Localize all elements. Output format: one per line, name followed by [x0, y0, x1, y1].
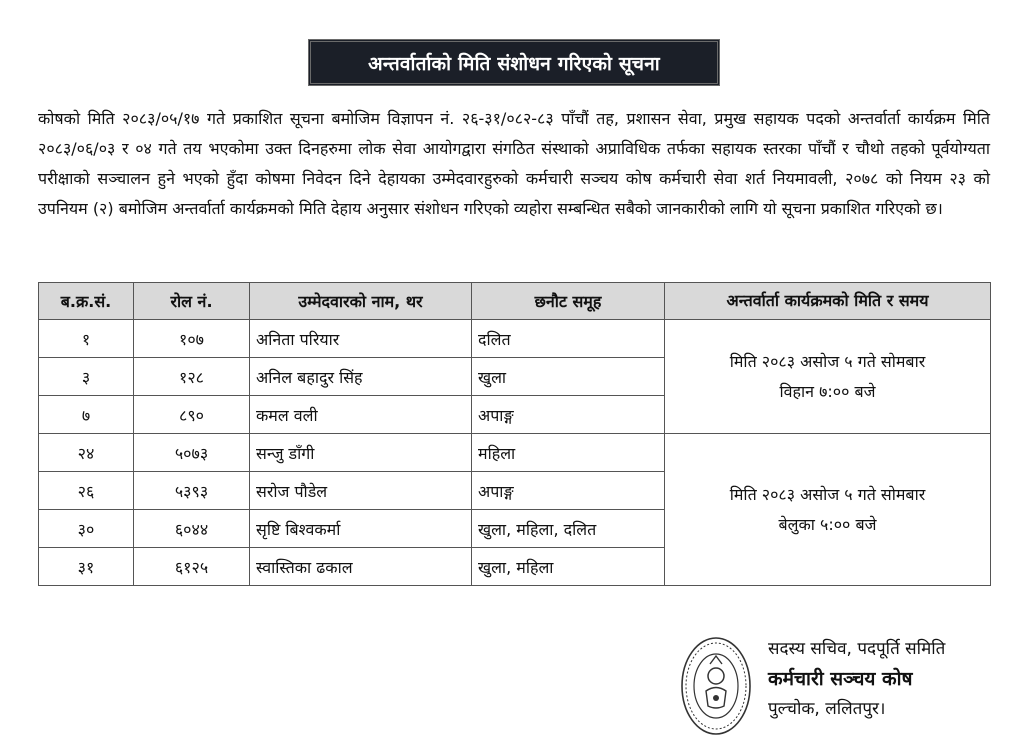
header-roll-number: रोल नं. [134, 283, 250, 320]
header-selection-group: छनौट समूह [472, 283, 665, 320]
candidate-name-cell: सरोज पौडेल [250, 472, 472, 510]
selection-group-cell: महिला [472, 434, 665, 472]
table-row [39, 320, 991, 358]
candidate-name-cell: स्वास्तिका ढकाल [250, 548, 472, 586]
interview-schedule-table [38, 282, 991, 586]
serial-number-cell: १ [39, 320, 134, 358]
signature-block [768, 634, 945, 724]
organization-name: कर्मचारी सञ्चय कोष [768, 668, 913, 690]
selection-group-cell: खुला, महिला, दलित [472, 510, 665, 548]
selection-group-cell: खुला, महिला [472, 548, 665, 586]
serial-number-cell: २६ [39, 472, 134, 510]
interview-time: विहान ७:०० बजे [779, 381, 876, 401]
serial-number-cell: ३ [39, 358, 134, 396]
roll-number-cell: ८९० [134, 396, 250, 434]
interview-time: बेलुका ५:०० बजे [778, 514, 877, 534]
roll-number-cell: ५०७३ [134, 434, 250, 472]
interview-date: मिति २०८३ असोज ५ गते सोमबार [729, 351, 926, 371]
candidate-name-cell: सन्जु डाँगी [250, 434, 472, 472]
serial-number-cell: ७ [39, 396, 134, 434]
header-interview-time: अन्तर्वार्ता कार्यक्रमको मिति र समय [665, 283, 991, 320]
interview-time-cell-evening [665, 434, 991, 586]
table-row [39, 434, 991, 472]
header-candidate-name: उम्मेदवारको नाम, थर [250, 283, 472, 320]
table-header-row [39, 283, 991, 320]
candidate-name-cell: अनिता परियार [250, 320, 472, 358]
candidate-name-cell: कमल वली [250, 396, 472, 434]
selection-group-cell: खुला [472, 358, 665, 396]
roll-number-cell: ६०४४ [134, 510, 250, 548]
signatory-designation: सदस्य सचिव, पदपूर्ति समिति [768, 639, 946, 659]
selection-group-cell: अपाङ्ग [472, 396, 665, 434]
selection-group-cell: दलित [472, 320, 665, 358]
header-serial-number: ब.क्र.सं. [39, 283, 134, 320]
serial-number-cell: ३० [39, 510, 134, 548]
roll-number-cell: १०७ [134, 320, 250, 358]
roll-number-cell: ५३९३ [134, 472, 250, 510]
organization-seal-icon [680, 636, 752, 736]
serial-number-cell: २४ [39, 434, 134, 472]
serial-number-cell: ३१ [39, 548, 134, 586]
interview-date: मिति २०८३ असोज ५ गते सोमबार [729, 484, 926, 504]
organization-address: पुल्चोक, ललितपुर। [768, 699, 886, 719]
candidate-name-cell: अनिल बहादुर सिंह [250, 358, 472, 396]
interview-time-cell-morning [665, 320, 991, 434]
roll-number-cell: १२८ [134, 358, 250, 396]
notice-body: कोषको मिति २०८३/०५/१७ गते प्रकाशित सूचना बमोजिम विज्ञापन नं. २६-३१/०८२-८३ पाँचौं तह, प्रशासन सेवा, प्रमुख सहायक पदको अन्तर्वार्ता कार्यक्रम मिति २०८३/०६/०३ र ०४ गते तय भएकोमा उक्त दिनहरुमा लोक सेवा आयोगद्वारा संगठित संस्थाको अप्राविधिक तर्फका सहायक स्तरका पाँचौं र चौथो तहको पूर्वयोग्यता परीक्षाको सञ्चालन हुने भएको हुँदा कोषमा निवेदन दिने देहायका उम्मेदवारहुरुको कर्मचारी सञ्चय कोष कर्मचारी सेवा शर्त नियमावली, २०७८ को नियम २३ को उपनियम (२) बमोजिम अन्तर्वार्ता कार्यक्रमको मिति देहाय अनुसार संशोधन गरिएको व्यहोरा सम्बन्धित सबैको जानकारीको लागि यो सूचना प्रकाशित गरिएको छ। [38, 109, 990, 218]
roll-number-cell: ६१२५ [134, 548, 250, 586]
candidate-name-cell: सृष्टि बिश्वकर्मा [250, 510, 472, 548]
notice-title: अन्तर्वार्ताको मिति संशोधन गरिएको सूचना [308, 39, 720, 86]
selection-group-cell: अपाङ्ग [472, 472, 665, 510]
